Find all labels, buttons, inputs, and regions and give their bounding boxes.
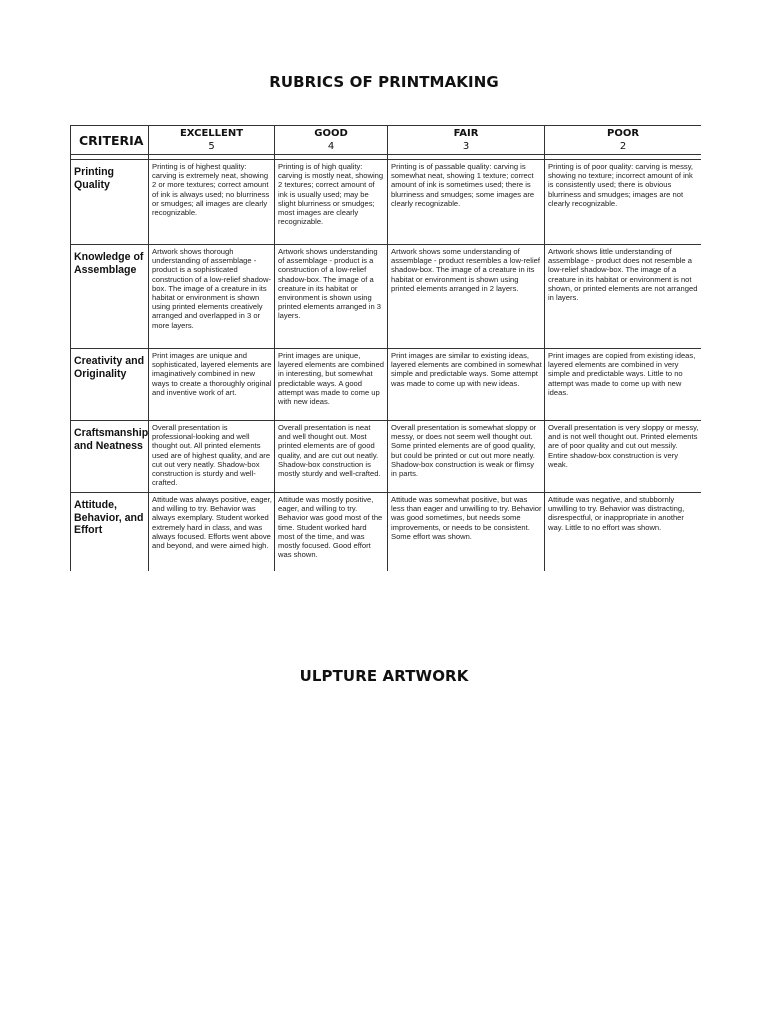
rubric-cell: Artwork shows some understanding of assemblage - product resembles a low-relief shadow-box. The image of a creature in its habitat or environment is shown using printed elements arranged in 2 layers. xyxy=(388,245,545,349)
rubric-table xyxy=(70,125,701,571)
rubric-cell: Attitude was always positive, eager, and willing to try. Behavior was always exemplary. Student worked extremely hard in class, and was always focused. Efforts went above and beyond, and were aimed high. xyxy=(149,493,275,572)
criteria-header: CRITERIA xyxy=(71,126,149,155)
rubric-cell: Overall presentation is professional-looking and well thought out. All printed elements used are of highest quality, and are cut out very neatly. Shadow-box construction is sturdy and well-crafted. xyxy=(149,421,275,493)
criterion-label: Craftsmanship and Neatness xyxy=(71,421,149,493)
rubric-cell: Printing is of high quality: carving is mostly neat, showing 2 textures; correct amount of ink is usually used; may be slight blurriness or smudges; most images are clearly recognizable. xyxy=(275,160,388,245)
level-score: 5 xyxy=(208,141,215,152)
rubric-cell: Print images are similar to existing ideas, layered elements are combined in somewhat simple and predictable ways. Some attempt was made to come up with new ideas. xyxy=(388,349,545,421)
level-name: GOOD xyxy=(314,128,348,139)
rubric-cell: Printing is of highest quality: carving is extremely neat, showing 2 or more textures; correct amount of ink is always used; no blurriness or smudges; all images are clearly recognizable. xyxy=(149,160,275,245)
header-row xyxy=(71,126,702,155)
level-score: 2 xyxy=(619,141,627,152)
section-title: ULPTURE ARTWORK xyxy=(299,667,469,685)
rubric-table-container xyxy=(70,125,701,571)
rubric-cell: Overall presentation is very sloppy or messy, and is not well thought out. Printed elements are of poor quality and cut out messily. Entire shadow-box construction is very weak. xyxy=(545,421,702,493)
table-row xyxy=(71,493,702,572)
rubric-cell: Printing is of poor quality: carving is messy, showing no texture; incorrect amount of ink is consistently used; there is obvious blurriness and smudges; images are not clearly recognizable. xyxy=(545,160,702,245)
criterion-label: Creativity and Originality xyxy=(71,349,149,421)
rubric-cell: Artwork shows understanding of assemblage - product is a construction of a low-relief shadow-box. The image of a creature in its habitat or environment is shown using printed elements arranged in 3 layers. xyxy=(275,245,388,349)
rubric-cell: Print images are unique and sophisticated, layered elements are imaginatively combined in new ways to create a thoroughly original and inventive work of art. xyxy=(149,349,275,421)
level-name: EXCELLENT xyxy=(179,128,244,139)
criterion-label: Attitude, Behavior, and Effort xyxy=(71,493,149,572)
level-header-excellent xyxy=(149,126,275,155)
table-row xyxy=(71,160,702,245)
rubric-cell: Printing is of passable quality: carving is somewhat neat, showing 1 texture; correct amount of ink is sometimes used; there is blurriness and smudges; some images are clearly recognizable. xyxy=(388,160,545,245)
level-header-fair xyxy=(388,126,545,155)
level-header-good xyxy=(275,126,388,155)
rubric-cell: Attitude was somewhat positive, but was less than eager and unwilling to try. Behavior was good sometimes, but needs some improvements, or needs to be consistent. Some effort was shown. xyxy=(388,493,545,572)
level-score: 3 xyxy=(462,141,470,152)
level-name: FAIR xyxy=(453,128,479,139)
rubric-cell: Overall presentation is somewhat sloppy or messy, or does not seem well thought out. Some printed elements are of good quality, but could be printed or cut out more neatly. Shadow-box construction is weak or flimsy in parts. xyxy=(388,421,545,493)
table-row xyxy=(71,349,702,421)
criterion-label: Printing Quality xyxy=(71,160,149,245)
table-row xyxy=(71,245,702,349)
page-title: RUBRICS OF PRINTMAKING xyxy=(269,73,499,91)
rubric-cell: Attitude was mostly positive, eager, and willing to try. Behavior was good most of the time. Student worked hard most of the time, and was mostly focused. Good effort was shown. xyxy=(275,493,388,572)
level-name: POOR xyxy=(606,128,640,139)
level-score: 4 xyxy=(327,141,335,152)
rubric-cell: Print images are unique, layered elements are combined in interesting, but somewhat predictable ways. A good attempt was made to come up with new ideas. xyxy=(275,349,388,421)
level-header-poor xyxy=(545,126,702,155)
table-row xyxy=(71,421,702,493)
criterion-label: Knowledge of Assemblage xyxy=(71,245,149,349)
rubric-cell: Attitude was negative, and stubbornly unwilling to try. Behavior was distracting, disrespectful, or inappropriate in another way. Little to no effort was shown. xyxy=(545,493,702,572)
rubric-cell: Artwork shows little understanding of assemblage - product does not resemble a low-relief shadow-box. The image of a creature in its habitat or environment is not shown, or printed elements are not arranged in layers. xyxy=(545,245,702,349)
rubric-cell: Overall presentation is neat and well thought out. Most printed elements are of good quality, and are cut out neatly. Shadow-box construction is mostly sturdy and well-crafted. xyxy=(275,421,388,493)
rubric-cell: Artwork shows thorough understanding of assemblage - product is a sophisticated construction of a low-relief shadow-box. The image of a creature in its habitat or environment is shown using printed elements creatively arranged and overlapped in 3 or more layers. xyxy=(149,245,275,349)
rubric-cell: Print images are copied from existing ideas, layered elements are combined in very simple and predictable ways. Little to no attempt was made to come up with new ideas. xyxy=(545,349,702,421)
